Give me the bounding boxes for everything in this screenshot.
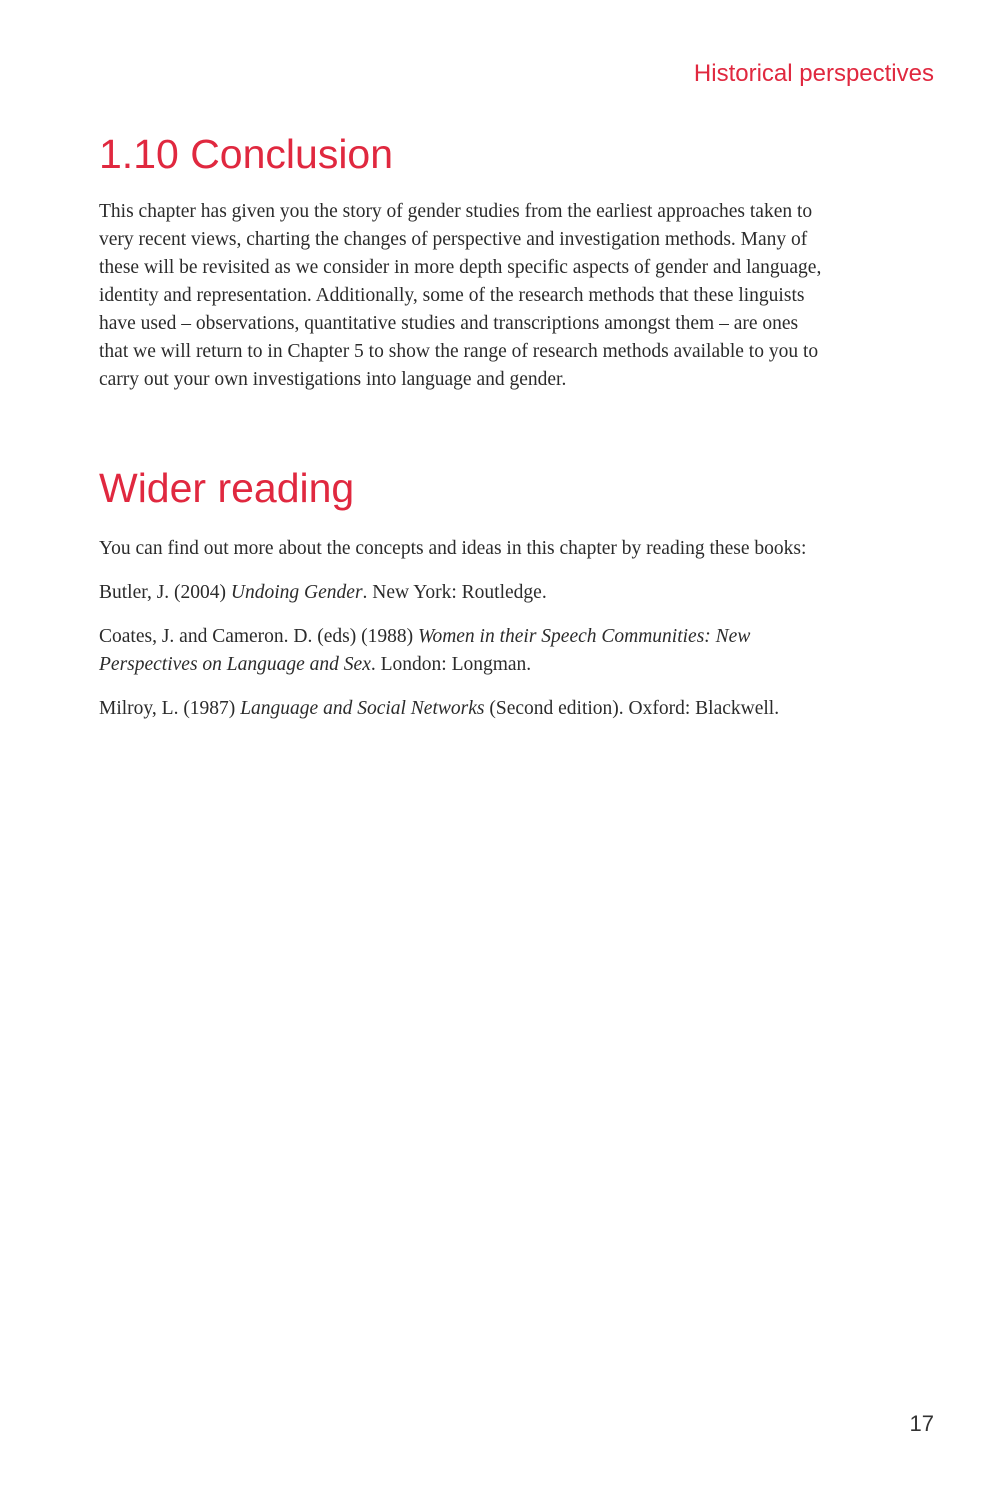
conclusion-paragraph: This chapter has given you the story of gender studies from the earliest approaches taken to very recent views, charting the changes of perspective and investigation methods. Many of these will be revisited as we consider in more depth specific aspects of gender and language, identity and representation. Additionally, some of the research methods that these linguists have used – observations, quantitative studies and transcriptions amongst them – are ones that we will return to in Chapter 5 to show the range of research methods available to you to carry out your own investigations into language and gender.: [99, 201, 822, 391]
wider-reading-intro: You can find out more about the concepts and ideas in this chapter by reading these books:: [99, 538, 807, 560]
page-number: 17: [909, 1411, 934, 1436]
reference-publisher: . New York: Routledge.: [362, 582, 547, 604]
reference-author-year: Coates, J. and Cameron. D. (eds) (1988): [99, 626, 418, 648]
page-content: [99, 128, 829, 723]
reference-author-year: Milroy, L. (1987): [99, 698, 241, 720]
reference-publisher: (Second edition). Oxford: Blackwell.: [484, 698, 780, 720]
reference-title: Undoing Gender: [230, 582, 363, 604]
reference-title: Language and Social Networks: [240, 698, 485, 720]
reference-publisher: . London: Longman.: [370, 654, 532, 676]
reference-item: [99, 623, 829, 679]
reference-item: [99, 579, 829, 607]
reference-title: Women in their Speech Communities: New Perspectives on Language and Sex: [99, 626, 751, 676]
running-header: Historical perspectives: [693, 60, 934, 87]
wider-reading-heading: Wider reading: [99, 465, 355, 512]
reference-item: [99, 695, 829, 723]
conclusion-heading: 1.10 Conclusion: [99, 131, 394, 177]
reference-author-year: Butler, J. (2004): [99, 582, 231, 604]
